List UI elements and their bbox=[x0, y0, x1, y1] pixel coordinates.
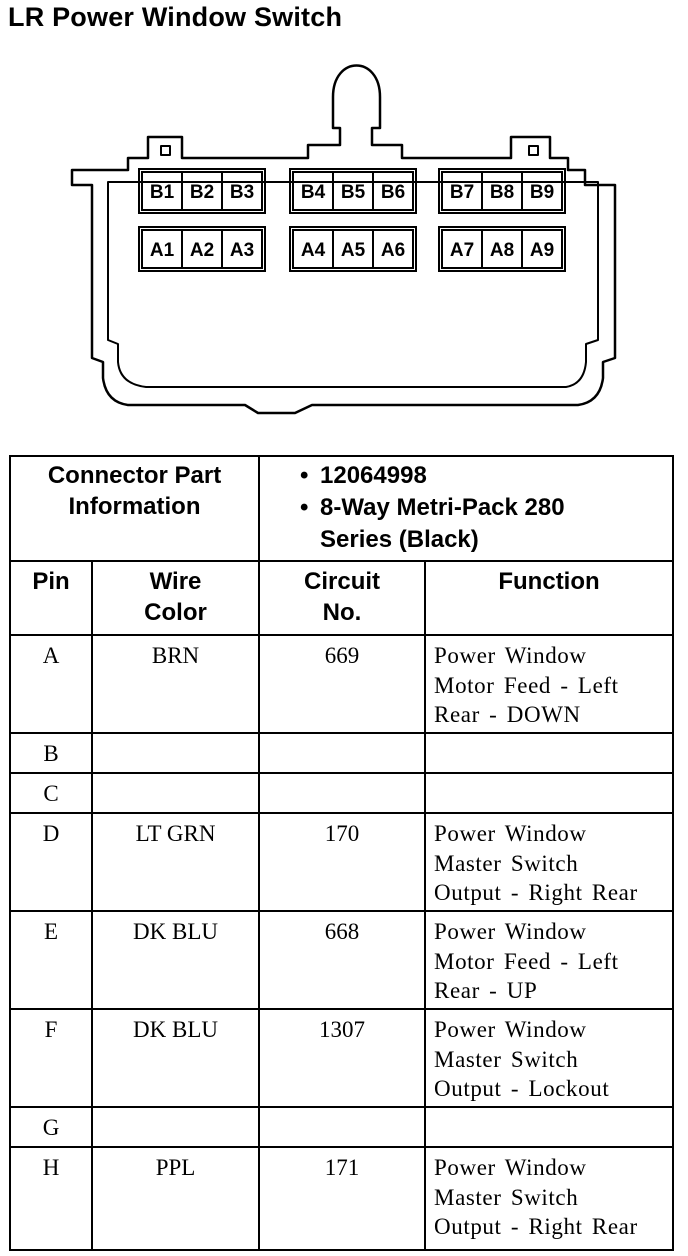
wire-color-cell: LT GRN bbox=[92, 813, 259, 911]
wire-color-cell: DK BLU bbox=[92, 1009, 259, 1107]
pin-cell: C bbox=[10, 773, 92, 813]
circuit-number-cell: 668 bbox=[259, 911, 425, 1009]
circuit-number-cell bbox=[259, 733, 425, 773]
column-header-function bbox=[425, 561, 673, 635]
connector-part-values-cell bbox=[259, 456, 673, 561]
function-line: Power Window bbox=[434, 919, 587, 944]
pin-label-a7: A7 bbox=[449, 240, 475, 261]
circuit-number-cell: 1307 bbox=[259, 1009, 425, 1107]
function-line: Master Switch bbox=[434, 850, 579, 876]
column-header-circuit-no bbox=[259, 561, 425, 635]
table-row bbox=[10, 635, 673, 733]
function-line: Master Switch bbox=[434, 1046, 579, 1072]
wire-color-cell bbox=[92, 1107, 259, 1147]
connector-part-label-cell bbox=[10, 456, 259, 561]
function-cell bbox=[425, 1147, 673, 1250]
function-cell bbox=[425, 1107, 673, 1147]
wire-color-cell: PPL bbox=[92, 1147, 259, 1250]
pin-label-b7: B7 bbox=[449, 182, 475, 203]
function-line: Power Window bbox=[434, 821, 587, 846]
pin-cell: D bbox=[10, 813, 92, 911]
part-number-row bbox=[300, 460, 672, 492]
function-line: Motor Feed - Left bbox=[434, 672, 619, 698]
column-header-wire-line1: Wire bbox=[149, 568, 202, 595]
column-header-pin-text: Pin bbox=[32, 568, 70, 595]
column-header-wire-line2: Color bbox=[144, 599, 207, 626]
pin-label-a3: A3 bbox=[229, 240, 255, 261]
pin-label-b3: B3 bbox=[229, 182, 255, 203]
pin-label-a2: A2 bbox=[189, 240, 215, 261]
function-line: Power Window bbox=[434, 1155, 587, 1180]
bullet: • bbox=[300, 462, 309, 489]
part-description-row-2 bbox=[300, 524, 672, 556]
pin-label-a1: A1 bbox=[149, 240, 175, 261]
wire-color-cell: DK BLU bbox=[92, 911, 259, 1009]
pin-cell: A bbox=[10, 635, 92, 733]
wire-color-cell bbox=[92, 773, 259, 813]
function-line: Rear - DOWN bbox=[434, 702, 581, 727]
pin-label-b5: B5 bbox=[340, 182, 366, 203]
left-latch-window bbox=[161, 146, 170, 155]
wire-color-cell bbox=[92, 733, 259, 773]
circuit-number-cell: 171 bbox=[259, 1147, 425, 1250]
table-row bbox=[10, 911, 673, 1009]
pin-label-a4: A4 bbox=[300, 240, 326, 261]
circuit-number-cell: 170 bbox=[259, 813, 425, 911]
function-line: Power Window bbox=[434, 1017, 587, 1042]
pin-label-b9: B9 bbox=[529, 182, 555, 203]
function-cell bbox=[425, 773, 673, 813]
page-title: LR Power Window Switch bbox=[8, 2, 343, 32]
table-row bbox=[10, 733, 673, 773]
circuit-number-cell bbox=[259, 773, 425, 813]
pin-label-b6: B6 bbox=[380, 182, 406, 203]
column-header-wire-color bbox=[92, 561, 259, 635]
column-header-circuit-line1: Circuit bbox=[304, 568, 381, 595]
pin-label-a6: A6 bbox=[380, 240, 406, 261]
function-line: Master Switch bbox=[434, 1184, 579, 1210]
circuit-number-cell: 669 bbox=[259, 635, 425, 733]
wire-color-cell: BRN bbox=[92, 635, 259, 733]
function-cell bbox=[425, 1009, 673, 1107]
function-line: Motor Feed - Left bbox=[434, 948, 619, 974]
pin-cell: B bbox=[10, 733, 92, 773]
function-line: Output - Right Rear bbox=[434, 880, 638, 905]
right-latch-window bbox=[529, 146, 538, 155]
function-line: Rear - UP bbox=[434, 978, 538, 1003]
pin-label-b1: B1 bbox=[149, 182, 175, 203]
table-row bbox=[10, 813, 673, 911]
function-line: Output - Right Rear bbox=[434, 1214, 638, 1239]
pin-label-a9: A9 bbox=[529, 240, 555, 261]
table-row bbox=[10, 773, 673, 813]
pin-cell: F bbox=[10, 1009, 92, 1107]
function-line: Output - Lockout bbox=[434, 1076, 610, 1101]
table-row bbox=[10, 1147, 673, 1250]
pin-label-b4: B4 bbox=[300, 182, 326, 203]
part-description-line2: Series (Black) bbox=[320, 526, 479, 553]
table-row bbox=[10, 1009, 673, 1107]
function-cell bbox=[425, 813, 673, 911]
function-line: Power Window bbox=[434, 643, 587, 668]
pin-cell: G bbox=[10, 1107, 92, 1147]
pin-label-b2: B2 bbox=[189, 182, 215, 203]
function-cell bbox=[425, 733, 673, 773]
part-label-line2: Information bbox=[68, 493, 201, 520]
connector-info-table bbox=[9, 455, 674, 1251]
pin-label-b8: B8 bbox=[489, 182, 515, 203]
table-row bbox=[10, 1107, 673, 1147]
pin-label-a5: A5 bbox=[340, 240, 366, 261]
part-label-line1: Connector Part bbox=[47, 462, 222, 489]
pin-label-a8: A8 bbox=[489, 240, 515, 261]
pin-cell: H bbox=[10, 1147, 92, 1250]
function-cell bbox=[425, 911, 673, 1009]
function-cell bbox=[425, 635, 673, 733]
column-header-circuit-line2: No. bbox=[322, 599, 362, 626]
pin-cell: E bbox=[10, 911, 92, 1009]
part-description-row bbox=[300, 492, 672, 524]
bullet: • bbox=[300, 494, 309, 521]
part-description-line1: 8-Way Metri-Pack 280 bbox=[320, 494, 565, 521]
part-number: 12064998 bbox=[320, 462, 427, 489]
circuit-number-cell bbox=[259, 1107, 425, 1147]
column-header-function-text: Function bbox=[498, 568, 600, 595]
column-header-pin bbox=[10, 561, 92, 635]
connector-face-diagram bbox=[0, 0, 688, 430]
